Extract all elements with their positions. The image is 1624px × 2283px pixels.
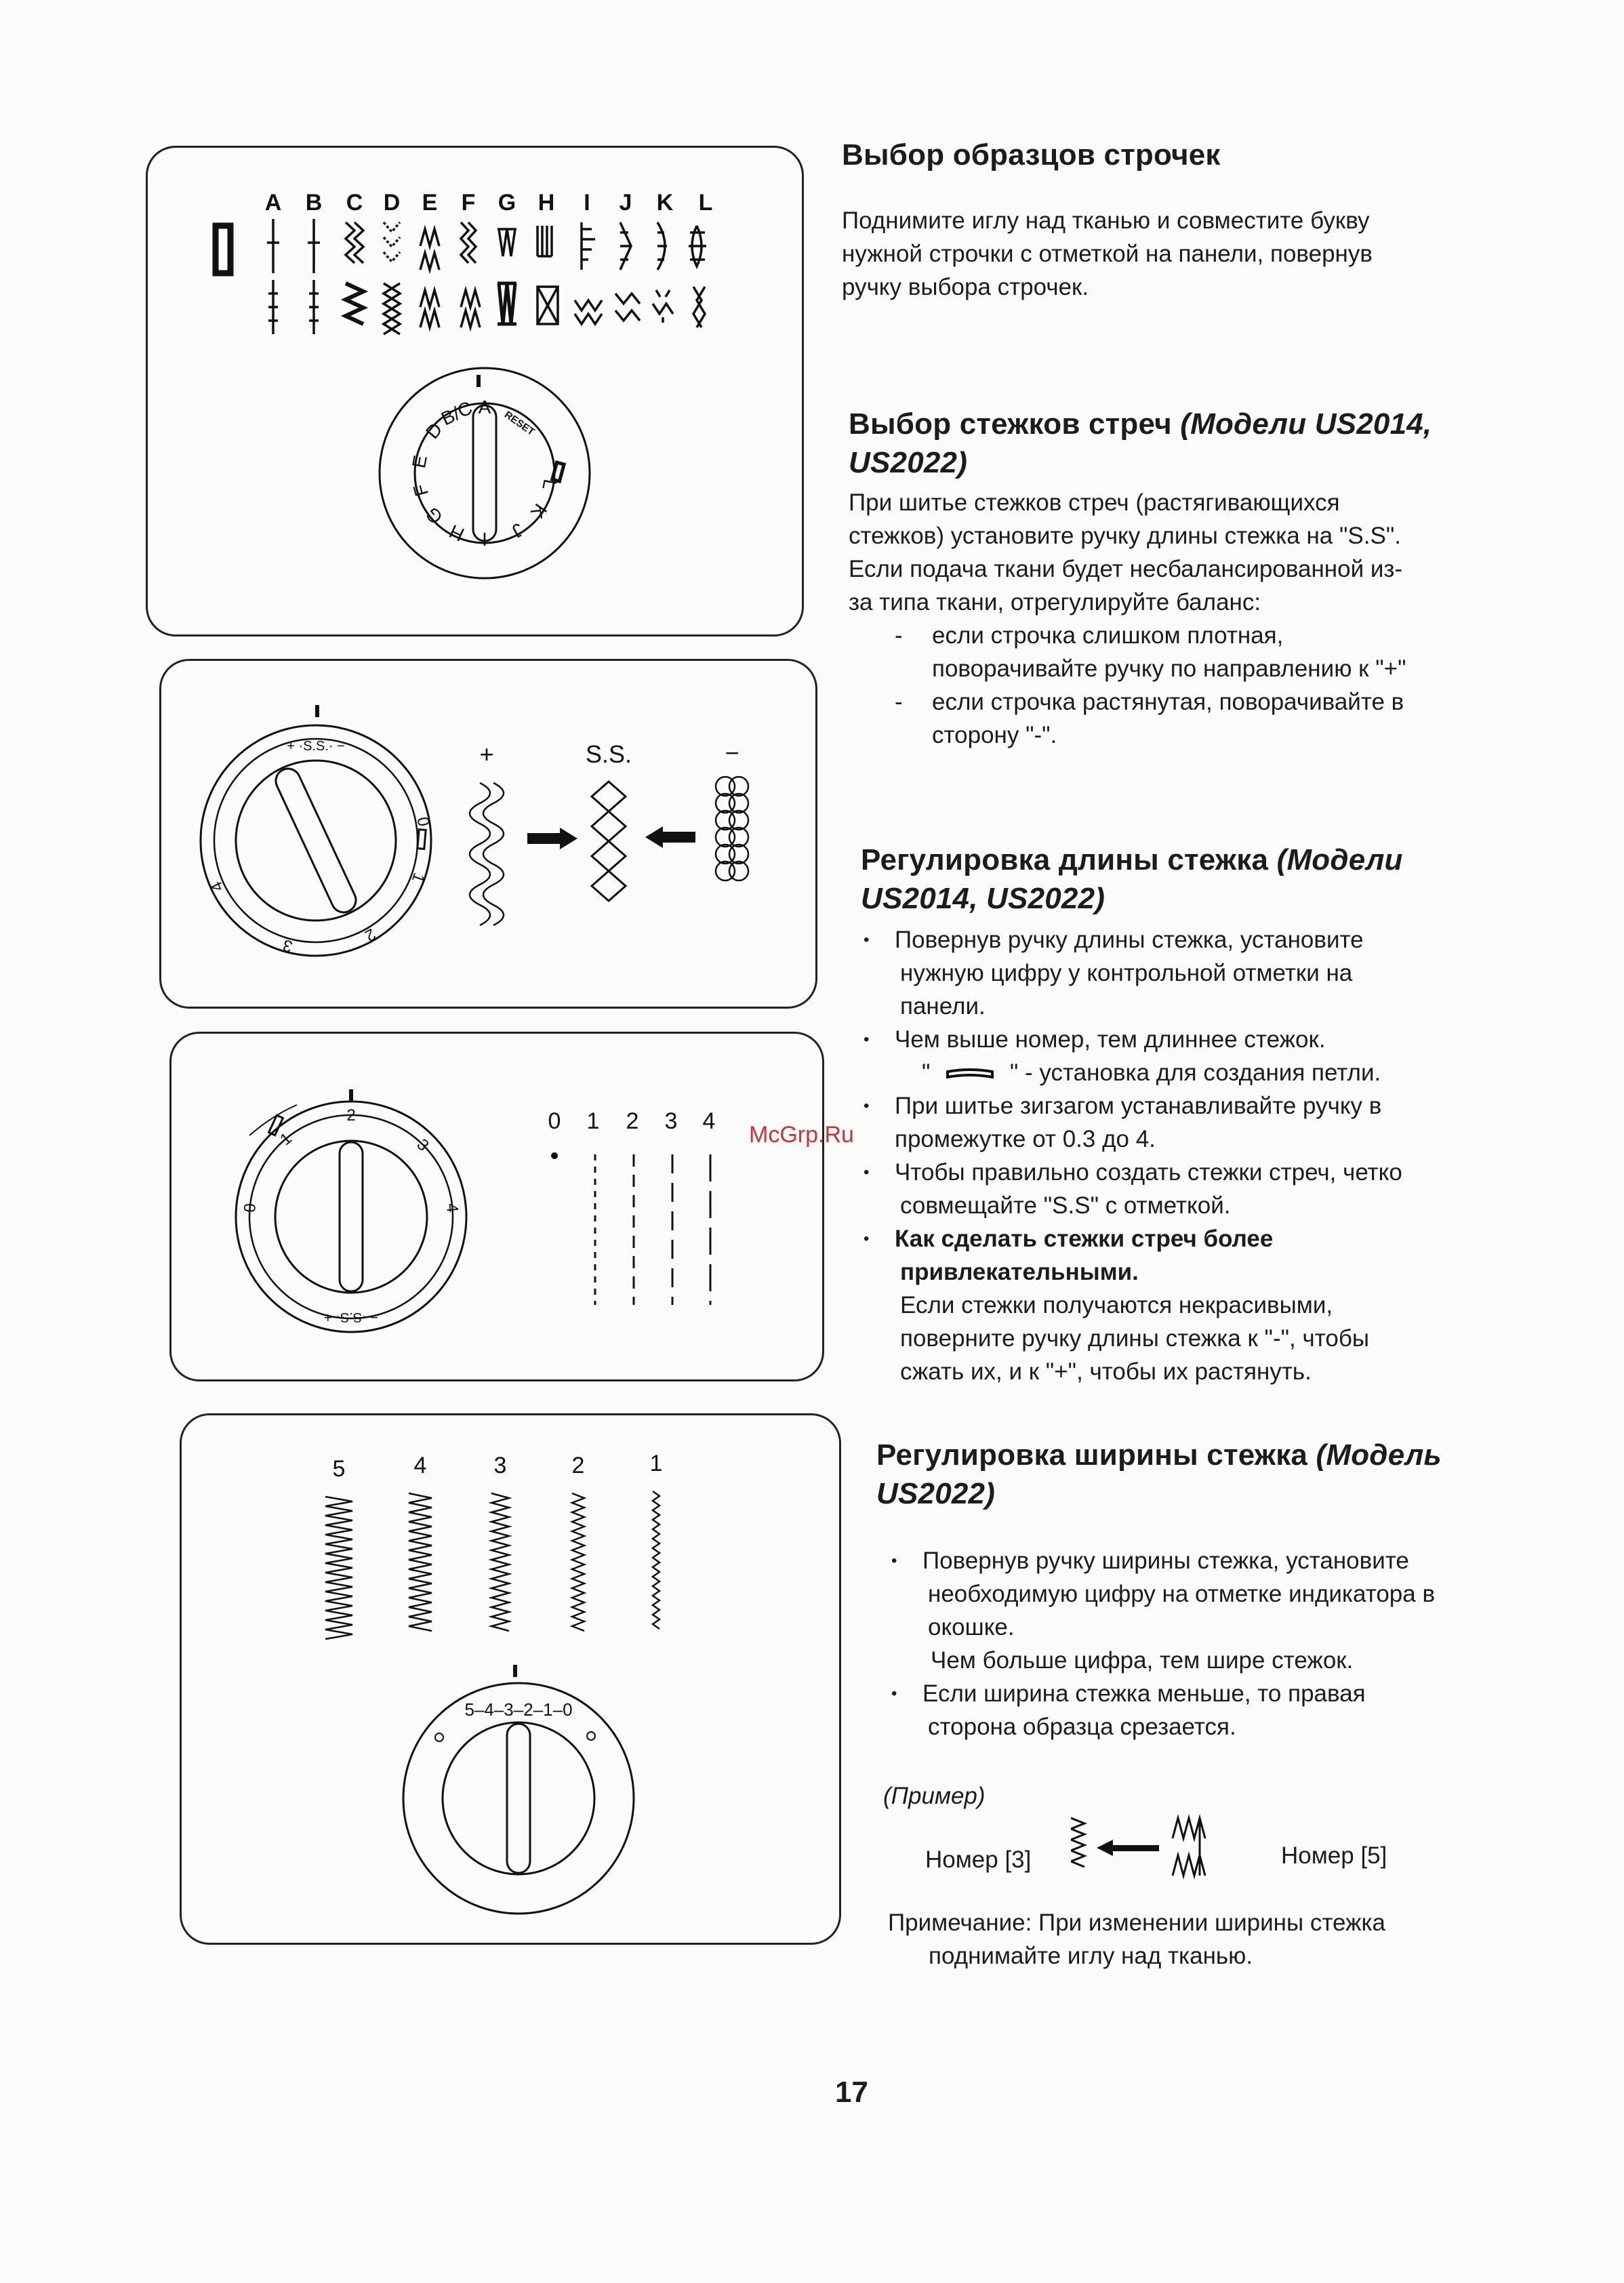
length-number: 0 — [548, 1108, 561, 1134]
scale-end-icon — [587, 1732, 595, 1740]
example-label: (Пример) — [883, 1783, 986, 1809]
stitch-length-dial[interactable] — [201, 705, 433, 956]
pattern-letter: K — [656, 190, 674, 216]
watermark: McGrp.Ru — [749, 1122, 854, 1148]
dial-knob-grip[interactable] — [507, 1724, 530, 1873]
stretch-stitch-diagram — [161, 661, 815, 1007]
pattern-letter: B — [305, 190, 323, 216]
dial-number: 0 — [413, 815, 433, 828]
pattern-selector-dial[interactable] — [380, 368, 590, 578]
buttonhole-icon — [216, 226, 230, 273]
pattern-letter: H — [537, 190, 555, 216]
zigzag-sample-3 — [491, 1493, 509, 1631]
pattern-letter: J — [619, 190, 632, 216]
dial-number: 2 — [346, 1106, 356, 1125]
width-number: 4 — [413, 1453, 427, 1478]
list-item: • Если ширина стежка меньше, то правая сторона образца срезается. — [922, 1677, 1507, 1743]
dial-label: J — [508, 519, 527, 542]
section-stretch-stitch — [849, 405, 1499, 752]
width-example-diagram — [1071, 1811, 1227, 1886]
paragraph-line: ручку выбора строчек. — [842, 274, 1089, 301]
dial-number: 1 — [277, 1129, 296, 1150]
example-number-5: Номер [5] — [1281, 1842, 1387, 1869]
stitch-length-diagram — [171, 1034, 822, 1379]
width-number: 5 — [332, 1456, 346, 1482]
dial-knob-grip[interactable] — [340, 1142, 363, 1291]
stitch-patterns-lower — [268, 280, 705, 334]
stitch-width-panel — [180, 1413, 841, 1945]
dial-label: H — [446, 521, 468, 546]
dial-label: E — [408, 453, 431, 470]
buttonhole-setting-icon — [946, 1068, 994, 1081]
dial-label: F — [409, 481, 433, 499]
paragraph-line: Поднимите иглу над тканью и совместите букву — [842, 207, 1370, 235]
dial-label: I — [482, 529, 487, 550]
pattern-letter: F — [461, 190, 476, 216]
dial-number: 1 — [407, 870, 428, 885]
pattern-letter: I — [584, 190, 590, 216]
paragraph-line: Если подача ткани будет несбалансированной из- — [849, 556, 1403, 583]
width-scale: 5–4–3–2–1–0 — [464, 1699, 573, 1720]
list-item: • Как сделать стежки стреч более привлекательными. Если стежки получаются некрасивыми, поверните ручку длины стежка к "-", чтобы сжать их, и к "+", чтобы их растянуть. — [895, 1222, 1511, 1388]
pattern-selection-diagram — [148, 148, 802, 634]
dial-label: B/C — [438, 397, 476, 430]
paragraph-line: за типа ткани, отрегулируйте баланс: — [849, 589, 1261, 616]
note: Примечание: При изменении ширины стежка поднимайте иглу над тканью. — [888, 1910, 1386, 1969]
narrow-stitch-sample — [1071, 1818, 1084, 1867]
stitch-patterns-upper — [267, 219, 706, 273]
arrow-left-icon — [1097, 1840, 1159, 1856]
dial-number: 2 — [361, 924, 379, 946]
section-title: Выбор стежков стреч (Модели US2014, US2022) — [849, 407, 1432, 480]
minus-label: − — [725, 739, 739, 767]
section-pattern-selection — [842, 136, 1452, 304]
dial-label: D — [421, 418, 447, 443]
dial-label: A — [478, 397, 491, 418]
zigzag-sample-5 — [325, 1497, 352, 1639]
stitch-sample-0 — [551, 1152, 558, 1159]
arrow-right-icon — [527, 828, 577, 849]
section-stitch-width — [876, 1436, 1507, 1743]
wide-stitch-sample — [1173, 1818, 1205, 1876]
paragraph-line: При шитье стежков стреч (растягивающихся — [849, 489, 1340, 517]
dial-knob-grip[interactable] — [473, 405, 496, 541]
paragraph-line: стежков) установите ручку длины стежка на "S.S". — [849, 523, 1401, 550]
length-number: 2 — [626, 1108, 639, 1134]
stretch-stitch-panel — [159, 659, 817, 1009]
reset-label: RESET — [502, 409, 537, 438]
width-number: 1 — [649, 1451, 663, 1476]
dial-number: 3 — [413, 1135, 432, 1155]
ss-label: + ·S.S.· − — [287, 739, 345, 754]
list-item: • Повернув ручку длины стежка, установите нужную цифру у контрольной отметки на панели. — [895, 923, 1511, 1023]
list-item: • Чтобы правильно создать стежки стреч, четко совмещайте "S.S" с отметкой. — [895, 1156, 1511, 1222]
length-number: 1 — [586, 1108, 600, 1134]
stretched-stitch-sample — [470, 783, 504, 925]
example-number-3: Номер [3] — [925, 1846, 1032, 1873]
dial-number: 0 — [241, 1203, 260, 1213]
length-number: 3 — [664, 1108, 678, 1134]
list-item: - если строчка растянутая, поворачивайте в сторону "-". — [932, 685, 1499, 752]
list-item: • При шитье зигзагом устанавливайте ручку в промежутке от 0.3 до 4. — [895, 1089, 1511, 1156]
stitch-length-panel — [169, 1032, 824, 1381]
dial-number: 4 — [207, 878, 228, 895]
paragraph-line: нужной строчки с отметкой на панели, повернув — [842, 241, 1373, 268]
dial-label: K — [526, 500, 551, 523]
pattern-letter: A — [264, 190, 282, 216]
ss-label: S.S. — [585, 740, 632, 768]
dial-knob-grip[interactable] — [272, 765, 360, 916]
dial-number: 4 — [442, 1203, 462, 1213]
section-stitch-length — [861, 841, 1511, 1388]
balanced-stitch-sample — [592, 782, 626, 901]
page-number: 17 — [835, 2076, 868, 2109]
zigzag-sample-4 — [409, 1493, 432, 1631]
stitch-width-dial[interactable] — [403, 1665, 634, 1914]
pattern-letter: C — [346, 190, 363, 216]
dial-label: G — [421, 503, 447, 528]
compressed-stitch-sample — [716, 777, 748, 881]
length-number: 4 — [702, 1108, 716, 1134]
zigzag-sample-2 — [572, 1493, 584, 1631]
width-number: 2 — [571, 1453, 585, 1478]
section-title: Регулировка длины стежка (Модели US2014, US2022) — [861, 843, 1403, 916]
section-title: Выбор образцов строчек — [842, 138, 1221, 171]
list-item: • Повернув ручку ширины стежка, установите необходимую цифру на отметке индикатора в окошке. Чем больше цифра, тем шире стежок. — [922, 1544, 1507, 1677]
list-item: • Чем выше номер, тем длиннее стежок. " " - установка для создания петли. — [895, 1023, 1511, 1089]
buttonhole-icon — [418, 830, 426, 849]
pattern-letter: D — [383, 190, 401, 216]
plus-label: + — [479, 740, 494, 768]
zigzag-sample-1 — [653, 1491, 659, 1629]
dial-number: 3 — [281, 935, 295, 956]
dial-label: L — [538, 477, 561, 492]
stitch-length-dial[interactable] — [236, 1089, 466, 1332]
list-item: - если строчка слишком плотная, поворачивайте ручку по направлению к "+" — [932, 619, 1499, 685]
section-title: Регулировка ширины стежка (Модель US2022) — [876, 1438, 1442, 1511]
width-number: 3 — [493, 1453, 507, 1478]
pattern-letter: L — [698, 190, 713, 216]
stitch-width-diagram — [182, 1415, 839, 1943]
pattern-letter: G — [498, 190, 516, 216]
pattern-letter: E — [422, 190, 438, 216]
scale-end-icon — [435, 1733, 443, 1741]
pattern-selection-panel — [146, 146, 804, 637]
ss-label: − ·S.S· + — [323, 1310, 379, 1325]
arrow-left-icon — [645, 826, 695, 848]
